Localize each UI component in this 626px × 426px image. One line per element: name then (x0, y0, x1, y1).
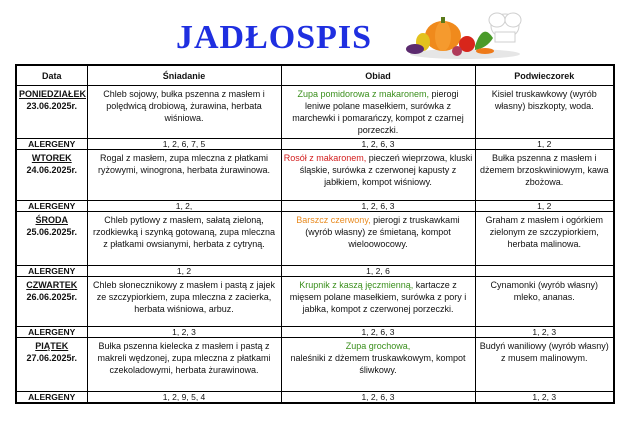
table-row-tuesday (16, 150, 614, 201)
lunch-cell (281, 150, 475, 201)
allergens-lunch: 1, 2, 6, 3 (281, 327, 475, 338)
table-row-wednesday (16, 212, 614, 266)
day-date: 27.06.2025r. (26, 353, 78, 363)
allergens-label: ALERGENY (16, 266, 87, 277)
lunch-rest: pierogi leniwe polane masełkiem, surówka z marchewki i pomarańczy, kompot z czarnej porzeczki. (292, 89, 464, 135)
day-name: ŚRODA (35, 215, 68, 225)
lunch-rest: naleśniki z dżemem truskawkowym, kompot śliwkowy. (290, 353, 466, 375)
allergens-snack: 1, 2 (475, 201, 614, 212)
header-date: Data (16, 65, 87, 86)
breakfast-cell: Chleb pytlowy z masłem, sałatą zieloną, rzodkiewką i szynką gotowaną, zupa mleczna z płatkami owsianymi, herbata z cytryną. (87, 212, 281, 266)
lunch-cell (281, 86, 475, 139)
lunch-rest: pierogi z truskawkami (wyrób własny) ze śmietaną, kompot wieloowocowy. (305, 215, 460, 249)
day-cell (16, 150, 87, 201)
allergens-row (16, 201, 614, 212)
chef-hat-icon (489, 13, 521, 42)
allergens-breakfast: 1, 2, 6, 7, 5 (87, 139, 281, 150)
breakfast-cell: Chleb sojowy, bułka pszenna z masłem i polędwicą drobiową, żurawina, herbata wiśniowa. (87, 86, 281, 139)
allergens-snack (475, 266, 614, 277)
snack-cell: Kisiel truskawkowy (wyrób własny) biszkopty, woda. (475, 86, 614, 139)
table-row-thursday (16, 277, 614, 327)
vegetables-illustration (405, 4, 525, 60)
soup-highlight: Zupa pomidorowa z makaronem, (297, 89, 430, 99)
day-date: 25.06.2025r. (26, 227, 78, 237)
header-breakfast: Śniadanie (87, 65, 281, 86)
allergens-lunch: 1, 2, 6, 3 (281, 392, 475, 404)
soup-highlight: Krupnik z kaszą jęczmienną, (299, 280, 414, 290)
allergens-row (16, 139, 614, 150)
day-date: 26.06.2025r. (26, 292, 78, 302)
soup-highlight: Rosół z makaronem, (283, 153, 367, 163)
allergens-breakfast: 1, 2, 9, 5, 4 (87, 392, 281, 404)
allergens-row (16, 266, 614, 277)
carrot-icon (476, 48, 494, 54)
allergens-snack: 1, 2, 3 (475, 392, 614, 404)
breakfast-cell: Rogal z masłem, zupa mleczna z płatkami ryżowymi, winogrona, herbata żurawinowa. (87, 150, 281, 201)
allergens-label: ALERGENY (16, 392, 87, 404)
allergens-label: ALERGENY (16, 201, 87, 212)
lunch-rest: kartacze z mięsem polane masełkiem, surówka z pory i jabłka, kompot z czerwonej porzeczki. (289, 280, 467, 314)
day-date: 23.06.2025r. (26, 101, 78, 111)
breakfast-cell: Chleb słonecznikowy z masłem i pastą z jajek ze szczypiorkiem, zupa mleczna z zacierka, herbata wiśniowa, arbuz. (87, 277, 281, 327)
allergens-lunch: 1, 2, 6, 3 (281, 201, 475, 212)
allergens-breakfast: 1, 2 (87, 266, 281, 277)
day-cell (16, 338, 87, 392)
header-snack: Podwieczorek (475, 65, 614, 86)
snack-cell: Cynamonki (wyrób własny) mleko, ananas. (475, 277, 614, 327)
breakfast-cell: Bułka pszenna kielecka z masłem i pastą z makreli wędzonej, zupa mleczna z płatkami czekoladowymi, herbata żurawinowa. (87, 338, 281, 392)
lunch-cell (281, 277, 475, 327)
page-title: JADŁOSPIS (176, 19, 373, 56)
day-name: PONIEDZIAŁEK (19, 89, 87, 99)
day-name: CZWARTEK (26, 280, 78, 290)
day-cell (16, 277, 87, 327)
lunch-cell (281, 338, 475, 392)
allergens-row (16, 327, 614, 338)
soup-highlight: Barszcz czerwony, (296, 215, 371, 225)
day-cell (16, 86, 87, 139)
table-row-monday (16, 86, 614, 139)
allergens-lunch: 1, 2, 6, 3 (281, 139, 475, 150)
day-date: 24.06.2025r. (26, 165, 78, 175)
allergens-snack: 1, 2, 3 (475, 327, 614, 338)
snack-cell: Budyń waniliowy (wyrób własny) z musem malinowym. (475, 338, 614, 392)
day-name: WTOREK (31, 153, 72, 163)
day-name: PIĄTEK (35, 341, 69, 351)
eggplant-icon (406, 44, 424, 54)
menu-table (15, 64, 615, 404)
allergens-label: ALERGENY (16, 327, 87, 338)
allergens-row (16, 392, 614, 404)
allergens-snack: 1, 2 (475, 139, 614, 150)
lunch-rest: pieczeń wieprzowa, kluski śląskie, surówka z czerwonej kapusty z jabłkiem, kompot wiśniowy. (299, 153, 473, 187)
lettuce-icon (475, 32, 493, 50)
table-header-row (16, 65, 614, 86)
snack-cell: Bułka pszenna z masłem i dżemem brzoskwiniowym, kawa zbożowa. (475, 150, 614, 201)
allergens-label: ALERGENY (16, 139, 87, 150)
allergens-breakfast: 1, 2, 3 (87, 327, 281, 338)
day-cell (16, 212, 87, 266)
allergens-breakfast: 1, 2, (87, 201, 281, 212)
soup-highlight: Zupa grochowa, (345, 341, 411, 351)
lunch-cell (281, 212, 475, 266)
pumpkin-icon (425, 17, 461, 51)
table-row-friday (16, 338, 614, 392)
allergens-lunch: 1, 2, 6 (281, 266, 475, 277)
header (0, 0, 626, 62)
onion-icon (452, 46, 462, 56)
snack-cell: Graham z masłem i ogórkiem zielonym ze szczypiorkiem, herbata malinowa. (475, 212, 614, 266)
header-lunch: Obiad (281, 65, 475, 86)
